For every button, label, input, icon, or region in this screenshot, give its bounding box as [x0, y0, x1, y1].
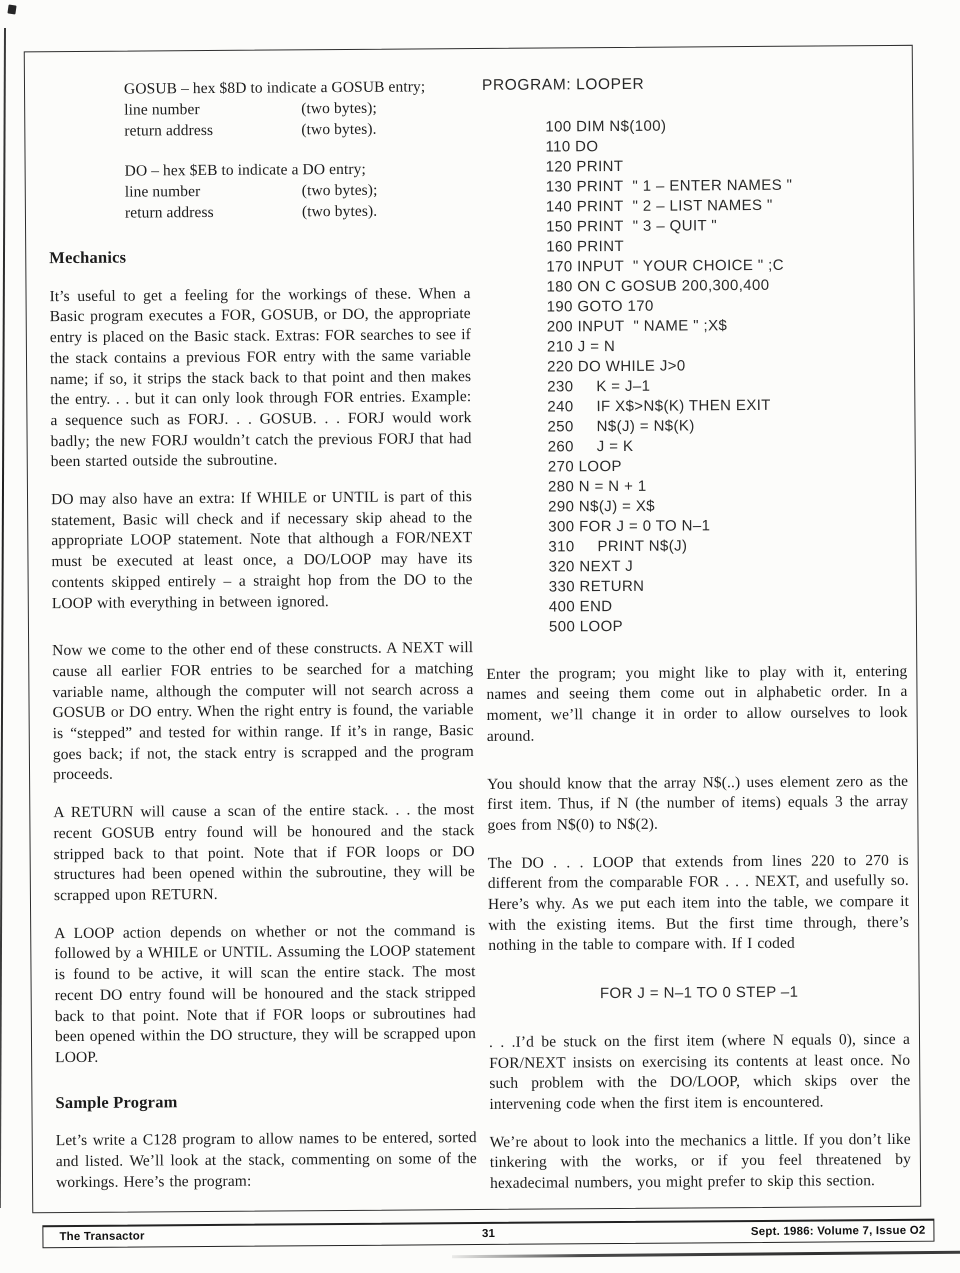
section-heading-sample-program: Sample Program [55, 1091, 178, 1112]
code-line: 160 PRINT [546, 237, 625, 256]
code-line: 250 N$(J) = N$(K) [547, 417, 695, 436]
body-paragraph: DO may also have an extra: If WHILE or UNTIL is part of this statement, Basic will check and if necessary skip ahead to the appropriate LOOP statement. Note that although a FOR/NEXT must be executed at least once, a DO/LOOP may have its contents skipped entirely – a straight hop from the DO to the LOOP with everything in between ignored. [50, 488, 473, 612]
body-paragraph: We’re about to look into the mechanics a little. If you don’t like tinkering with the works, or if you feel threatened by hexadecimal numbers, you might prefer to skip this section. [489, 1130, 911, 1193]
code-line: 290 N$(J) = X$ [548, 497, 656, 516]
footer-issue-info: Sept. 1986: Volume 7, Issue O2 [750, 1224, 926, 1239]
code-line: 320 NEXT J [548, 557, 634, 576]
definition-term: return address [124, 121, 214, 140]
code-line: 140 PRINT " 2 – LIST NAMES " [545, 196, 773, 216]
code-line: 220 DO WHILE J>0 [547, 357, 686, 376]
definition-row [124, 118, 469, 142]
body-paragraph: A RETURN will cause a scan of the entire stack. . . the most recent GOSUB entry found will be honoured and the stack stripped back to that point. Note that if FOR loops or DO structures had been opened within the subroutine, they will be scrapped upon RETURN. [53, 801, 475, 905]
body-paragraph: Let’s write a C128 program to allow names to be entered, sorted and listed. We’ll look at the stack, commenting on some of the workings. Here’s the program: [55, 1129, 477, 1191]
footer-magazine-name: The Transactor [59, 1230, 145, 1244]
definition-value: (two bytes); [301, 99, 377, 118]
footer-page-number: 31 [481, 1227, 495, 1241]
code-line: 120 PRINT [545, 157, 624, 176]
definition-term: return address [124, 203, 214, 222]
code-line: 180 ON C GOSUB 200,300,400 [546, 276, 770, 296]
code-line: 240 IF X$>N$(K) THEN EXIT [547, 396, 771, 416]
code-line: 330 RETURN [548, 577, 645, 596]
code-line: 210 J = N [546, 337, 616, 356]
body-paragraph: It’s useful to get a feeling for the workings of these. When a Basic program executes a FOR, GOSUB, or DO, the appropriate entry is placed on the Basic stack. Extras: FOR searches to see if the stack contains a previous FOR entry with the same variable name; if so, it strips the stack back to that point and then makes the entry. . . but it can only look through FOR entries. Example: a sequence such as FORJ. . . GOSUB. . . FORJ would work badly; the new FORJ wouldn’t catch the previous FORJ that had been started outside the subroutine. [49, 284, 472, 471]
centered-code-snippet: FOR J = N–1 TO 0 STEP –1 [599, 983, 799, 1003]
definition-row [124, 97, 469, 121]
definition-value: (two bytes). [301, 120, 377, 139]
code-line: 260 J = K [547, 437, 634, 456]
gosub-definition-title: GOSUB – hex $8D to indicate a GOSUB entry; [123, 78, 426, 98]
code-line: 280 N = N + 1 [547, 477, 647, 496]
definition-term: line number [124, 183, 201, 201]
section-heading-mechanics: Mechanics [49, 247, 127, 268]
definition-row [125, 179, 470, 203]
definition-row [125, 200, 470, 224]
code-line: 200 INPUT " NAME " ;X$ [546, 316, 728, 336]
definition-value: (two bytes); [301, 181, 378, 200]
body-paragraph: The DO . . . LOOP that extends from lines 220 to 270 is different from the comparable FOR . . . NEXT, and usefully so. Here’s why. As we put each item into the table, we compare it with the existing items. But the first time through, there’s nothing in the table to compare with. If I coded [487, 851, 910, 955]
code-line: 500 LOOP [548, 617, 624, 636]
code-line: 310 PRINT N$(J) [548, 537, 688, 556]
code-line: 130 PRINT " 1 – ENTER NAMES " [545, 176, 793, 196]
definition-term: line number [124, 101, 200, 119]
body-paragraph: Now we come to the other end of these constructs. A NEXT will cause all earlier FOR entries to be searched for a matching variable name, although the computer will not search across a GOSUB or DO entry. When the right entry is found, the variable is “stepped” and tested for within range. If it’s in range, Basic goes back; if not, the stack entry is scrapped and the program proceeds. [52, 639, 474, 784]
code-line: 270 LOOP [547, 457, 622, 476]
do-entry-definition [125, 158, 470, 224]
code-line: 190 GOTO 170 [546, 297, 654, 316]
body-paragraph: . . .I’d be stuck on the first item (where N equals 0), since a FOR/NEXT insists on exercising its contents at least once. No such problem with the DO/LOOP, which skips over the intervening code when the first item is encountered. [488, 1030, 911, 1113]
code-line: 110 DO [545, 137, 599, 156]
body-paragraph: A LOOP action depends on whether or not the command is followed by a WHILE or UNTIL. Assuming the LOOP statement is found to be active, it will scan the entire stack. The most recent DO entry found will be honoured and the stack stripped back to that point. Note that if FOR loops or subroutines had been opened within the DO structure, they will be scrapped upon LOOP. [54, 921, 477, 1067]
code-line: 170 INPUT " YOUR CHOICE " ;C [546, 256, 784, 276]
gosub-entry-definition [124, 76, 469, 142]
body-paragraph: Enter the program; you might like to play with it, entering names and seeing them come out in alphabetic order. In a moment, we’ll change it in order to allow ourselves to look around. [486, 662, 908, 745]
do-definition-title: DO – hex $EB to indicate a DO entry; [124, 160, 366, 180]
program-listing-title: PROGRAM: LOOPER [481, 75, 645, 94]
code-line: 100 DIM N$(100) [545, 117, 667, 136]
definition-value: (two bytes). [301, 202, 378, 221]
left-column [48, 76, 477, 1193]
footer-bar [42, 1219, 934, 1249]
basic-program-listing [545, 115, 907, 638]
right-column [482, 73, 911, 1195]
body-paragraph: You should know that the array N$(..) uses element zero as the first item. Thus, if N (the number of items) equals 3 the array goes from N$(0) to N$(2). [487, 772, 909, 834]
code-line: 150 PRINT " 3 – QUIT " [545, 216, 718, 236]
code-line: 230 K = J–1 [547, 377, 651, 396]
code-line: 300 FOR J = 0 TO N–1 [548, 517, 711, 536]
code-line: 400 END [548, 597, 613, 616]
